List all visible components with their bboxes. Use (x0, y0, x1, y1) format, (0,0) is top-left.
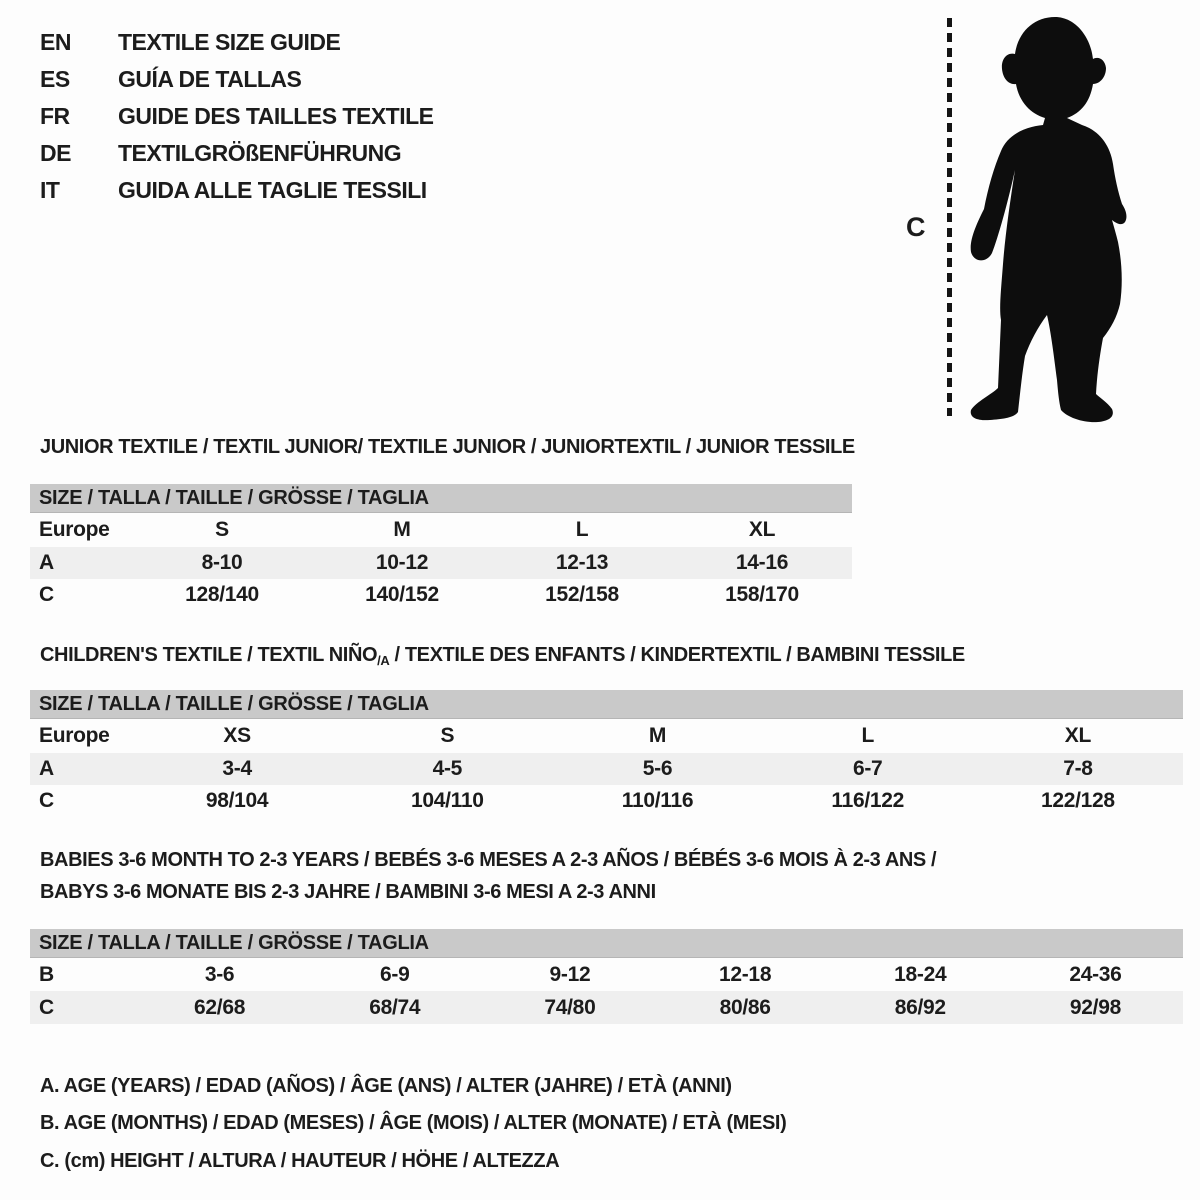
table-cell: 12-13 (555, 551, 609, 574)
children-heading-sub: /A (377, 653, 390, 668)
size-header-bar: SIZE / TALLA / TAILLE / GRÖSSE / TAGLIA (30, 929, 1183, 958)
table-cell: 5-6 (642, 757, 673, 780)
column-header: M (393, 518, 411, 541)
column-header: XL (1064, 724, 1092, 747)
table-cell: 104/110 (410, 789, 484, 812)
table-cell: 140/152 (365, 583, 439, 606)
table-cell: 92/98 (1069, 995, 1121, 1019)
table-cell: 116/122 (831, 789, 905, 812)
table-cell: 62/68 (194, 995, 246, 1019)
size-header-bar: SIZE / TALLA / TAILLE / GRÖSSE / TAGLIA (30, 690, 1183, 719)
column-header: L (575, 518, 589, 541)
height-measure-label: C (906, 212, 926, 242)
table-cell: 68/74 (369, 995, 421, 1019)
language-row-de (40, 135, 434, 172)
table-cell: 122/128 (1041, 789, 1115, 812)
table-cell: 158/170 (725, 583, 799, 606)
table-cell: 110/116 (621, 789, 694, 812)
table-row-months (30, 958, 1183, 991)
guide-title-en: TEXTILE SIZE GUIDE (118, 29, 341, 55)
table-cell: 152/158 (545, 583, 619, 606)
legend-height-cm: C. (cm) HEIGHT / ALTURA / HAUTEUR / HÖHE / ALTEZZA (40, 1150, 560, 1172)
babies-size-table (30, 929, 1183, 1024)
table-row-height (30, 991, 1183, 1024)
babies-section-heading-line2: BABYS 3-6 MONATE BIS 2-3 JAHRE / BAMBINI 3-6 MESI A 2-3 ANNI (40, 881, 656, 903)
junior-size-table (30, 484, 852, 611)
region-label: Europe (39, 724, 110, 747)
language-row-fr (40, 98, 434, 135)
table-cell: 128/140 (185, 583, 259, 606)
row-label: B (39, 962, 54, 986)
language-row-it (40, 172, 434, 209)
junior-columns-row (30, 513, 852, 547)
table-cell: 98/104 (205, 789, 269, 812)
table-cell: 7-8 (1063, 757, 1093, 780)
table-cell: 10-12 (375, 551, 429, 574)
toddler-silhouette-icon (962, 12, 1140, 426)
table-cell: 80/86 (719, 995, 771, 1019)
language-code: FR (40, 103, 70, 129)
language-code: ES (40, 66, 70, 92)
children-section-heading (40, 644, 965, 667)
table-cell: 3-6 (204, 962, 235, 986)
children-heading-suffix: / TEXTILE DES ENFANTS / KINDERTEXTIL / BAMBINI TESSILE (389, 644, 965, 666)
column-header: XS (223, 724, 251, 747)
size-header-bar: SIZE / TALLA / TAILLE / GRÖSSE / TAGLIA (30, 484, 852, 513)
table-row-age (30, 753, 1183, 785)
height-measure-dashed-line (947, 18, 952, 416)
table-cell: 12-18 (718, 962, 772, 986)
row-label: C (39, 583, 54, 606)
column-header: XL (748, 518, 776, 541)
table-cell: 6-9 (380, 962, 410, 986)
table-cell: 8-10 (201, 551, 243, 574)
language-code: EN (40, 29, 71, 55)
table-cell: 86/92 (894, 995, 946, 1019)
guide-title-it: GUIDA ALLE TAGLIE TESSILI (118, 177, 427, 203)
table-cell: 74/80 (544, 995, 596, 1019)
guide-title-fr: GUIDE DES TAILLES TEXTILE (118, 103, 434, 129)
row-label: A (39, 757, 54, 780)
table-row-height (30, 579, 852, 611)
table-cell: 6-7 (852, 757, 883, 780)
guide-title-es: GUÍA DE TALLAS (118, 66, 302, 92)
legend-age-years: A. AGE (YEARS) / EDAD (AÑOS) / ÂGE (ANS) / ALTER (JAHRE) / ETÀ (ANNI) (40, 1075, 732, 1097)
region-label: Europe (39, 518, 110, 541)
babies-section-heading-line1: BABIES 3-6 MONTH TO 2-3 YEARS / BEBÉS 3-6 MESES A 2-3 AÑOS / BÉBÉS 3-6 MOIS À 2-3 ANS / (40, 849, 937, 871)
table-cell: 4-5 (432, 757, 463, 780)
column-header: S (215, 518, 229, 541)
row-label: A (39, 551, 54, 574)
table-cell: 9-12 (549, 962, 591, 986)
table-cell: 18-24 (894, 962, 947, 986)
language-row-en (40, 24, 434, 61)
row-label: C (39, 995, 54, 1019)
language-title-list (40, 24, 434, 209)
column-header: M (648, 724, 667, 747)
table-cell: 3-4 (222, 757, 252, 780)
table-row-height (30, 785, 1183, 817)
junior-section-heading: JUNIOR TEXTILE / TEXTIL JUNIOR/ TEXTILE JUNIOR / JUNIORTEXTIL / JUNIOR TESSILE (40, 436, 855, 458)
children-columns-row (30, 719, 1183, 753)
column-header: L (861, 724, 874, 747)
table-row-age (30, 547, 852, 579)
table-cell: 24-36 (1069, 962, 1122, 986)
children-heading-prefix: CHILDREN'S TEXTILE / TEXTIL NIÑO (40, 644, 378, 666)
language-code: DE (40, 140, 71, 166)
language-code: IT (40, 177, 60, 203)
guide-title-de: TEXTILGRÖßENFÜHRUNG (118, 140, 402, 166)
row-label: C (39, 789, 54, 812)
table-cell: 14-16 (735, 551, 789, 574)
legend-age-months: B. AGE (MONTHS) / EDAD (MESES) / ÂGE (MOIS) / ALTER (MONATE) / ETÀ (MESI) (40, 1112, 787, 1134)
column-header: S (440, 724, 455, 747)
children-size-table (30, 690, 1183, 817)
language-row-es (40, 61, 434, 98)
